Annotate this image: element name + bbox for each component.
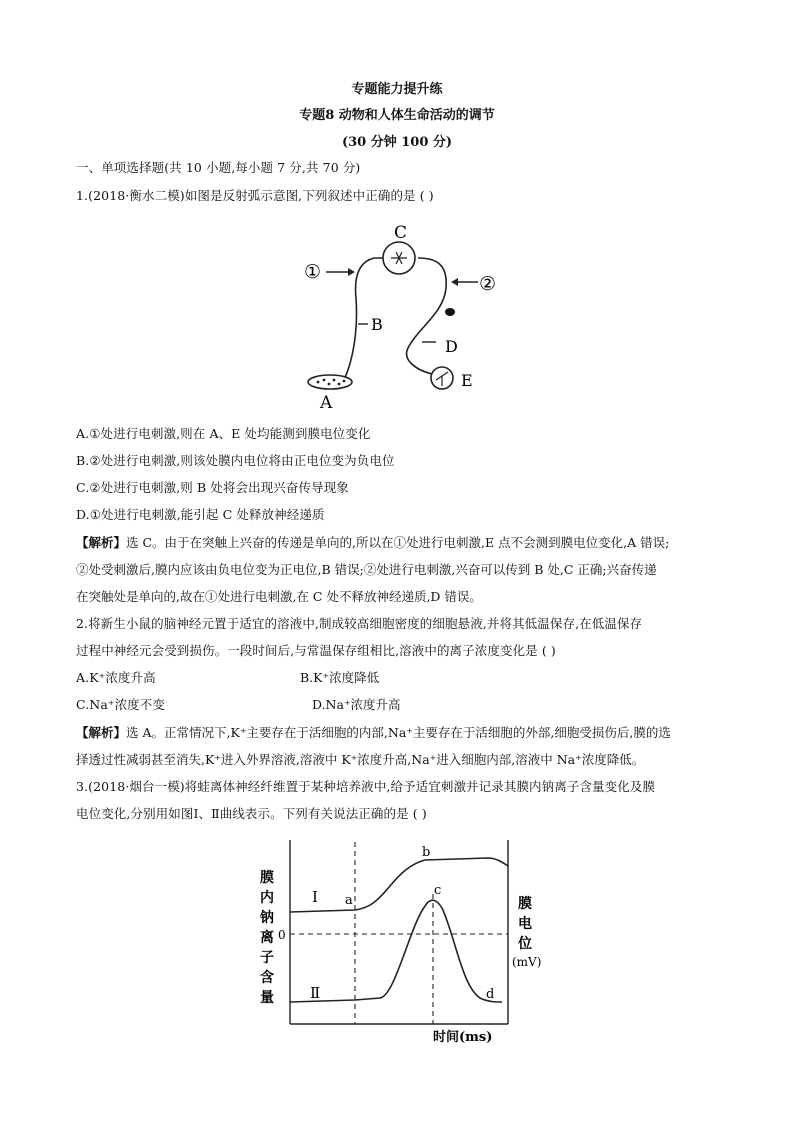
- label-a: A: [320, 393, 333, 413]
- curve-2: [290, 900, 502, 1002]
- curve-1: [290, 858, 508, 912]
- q3-stem-line-2: 电位变化,分别用如图Ⅰ、Ⅱ曲线表示。下列有关说法正确的是 ( ): [76, 806, 427, 821]
- membrane-potential-figure: [250, 836, 550, 1046]
- left-axis-char-7: 量: [260, 990, 274, 1006]
- label-e: E: [461, 371, 473, 390]
- right-axis-label: [512, 895, 541, 969]
- ganglion-dot: [445, 308, 455, 316]
- left-axis-char-3: 钠: [260, 910, 274, 926]
- q1-stem: 1.(2018·衡水二模)如图是反射弧示意图,下列叙述中正确的是 ( ): [76, 188, 434, 203]
- label-c: C: [394, 223, 408, 243]
- right-axis-char-2: 电: [518, 916, 532, 932]
- q1-option-d: D.①处进行电刺激,能引起 C 处释放神经递质: [76, 507, 325, 522]
- doc-title: 专题能力提升练: [351, 82, 443, 97]
- q2-analysis-tag: 【解析】: [76, 725, 127, 740]
- q1-option-c: C.②处进行电刺激,则 B 处将会出现兴奋传导现象: [76, 480, 349, 495]
- left-axis-char-2: 内: [260, 890, 274, 906]
- q2-option-a: A.K⁺浓度升高: [76, 670, 156, 685]
- left-axis-char-1: 膜: [260, 870, 274, 886]
- q1-option-a: A.①处进行电刺激,则在 A、E 处均能测到膜电位变化: [76, 426, 371, 441]
- point-d: d: [486, 987, 495, 1002]
- q1-analysis-line-2: ②处受刺激后,膜内应该由负电位变为正电位,B 错误;②处进行电刺激,兴奋可以传到 B 处,C 正确;兴奋传递: [76, 562, 657, 577]
- q1-option-b: B.②处进行电刺激,则该处膜内电位将由正电位变为负电位: [76, 453, 395, 468]
- left-axis-char-6: 含: [260, 970, 274, 986]
- x-axis-label: 时间(ms): [433, 1030, 493, 1045]
- doc-time: (30 分钟 100 分): [341, 135, 453, 150]
- section-heading: 一、单项选择题(共 10 小题,每小题 7 分,共 70 分): [76, 160, 361, 175]
- q1-analysis-tag: 【解析】: [76, 535, 127, 550]
- label-b: B: [371, 315, 383, 334]
- point-a: a: [345, 893, 353, 908]
- q2-analysis-line-1: 【解析】选 A。正常情况下,K⁺主要存在于活细胞的内部,Na⁺主要存在于活细胞的外部,细胞受损伤后,膜的选: [76, 725, 671, 740]
- label-stim2: ②: [479, 273, 496, 295]
- point-b: b: [422, 845, 431, 860]
- q2-stem-line-1: 2.将新生小鼠的脑神经元置于适宜的溶液中,制成较高细胞密度的细胞悬液,并将其低温保存,在低温保存: [76, 616, 643, 631]
- label-d: D: [445, 337, 458, 356]
- zero-label: 0: [278, 928, 286, 942]
- left-axis-label: [260, 869, 274, 1006]
- label-stim1: ①: [304, 261, 322, 283]
- q1-analysis-line-3: 在突触处是单向的,故在①处进行电刺激,在 C 处不释放神经递质,D 错误。: [76, 589, 482, 604]
- q2-option-d: D.Na⁺浓度升高: [312, 697, 401, 712]
- left-axis-char-4: 离: [260, 930, 274, 946]
- curve-2-label: Ⅱ: [310, 984, 321, 1002]
- right-axis-char-3: 位: [518, 936, 532, 952]
- doc-subtitle: 专题8 动物和人体生命活动的调节: [299, 108, 495, 123]
- point-c: c: [434, 883, 442, 898]
- right-axis-char-1: 膜: [518, 896, 532, 912]
- q2-analysis-line-2: 择透过性减弱甚至消失,K⁺进入外界溶液,溶液中 K⁺浓度升高,Na⁺进入细胞内部,溶液中 Na⁺浓度降低。: [76, 752, 645, 767]
- q2-option-b: B.K⁺浓度降低: [300, 670, 380, 685]
- reflex-arc-figure: [296, 218, 496, 413]
- q1-analysis-line-1: 【解析】选 C。由于在突触上兴奋的传递是单向的,所以在①处进行电刺激,E 点不会测到膜电位变化,A 错误;: [76, 535, 670, 550]
- efferent-nerve: [407, 258, 447, 374]
- receptor-a: [308, 375, 352, 389]
- right-axis-unit: (mV): [512, 955, 542, 969]
- left-axis-char-5: 子: [260, 950, 274, 966]
- q2-option-c: C.Na⁺浓度不变: [76, 697, 165, 712]
- q3-stem-line-1: 3.(2018·烟台一模)将蛙离体神经纤维置于某种培养液中,给予适宜刺激并记录其膜内钠离子含量变化及膜: [76, 779, 656, 794]
- q2-stem-line-2: 过程中神经元会受到损伤。一段时间后,与常温保存组相比,溶液中的离子浓度变化是 ( ): [76, 643, 556, 658]
- curve-1-label: Ⅰ: [312, 888, 318, 906]
